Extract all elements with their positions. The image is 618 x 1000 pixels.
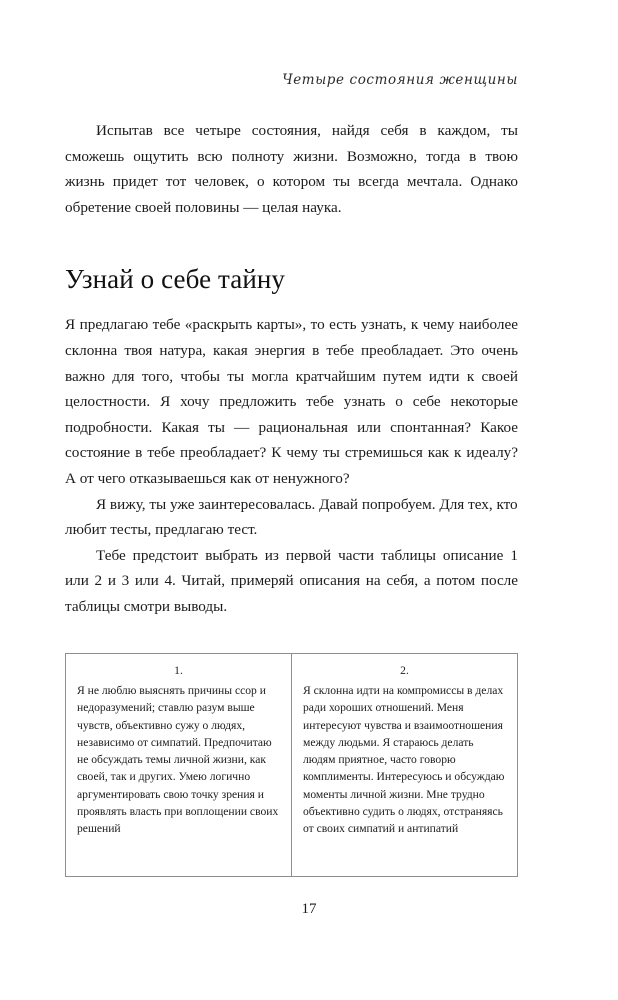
table-cell-2-number: 2.: [400, 664, 409, 677]
paragraph-1: Я предлагаю тебе «раскрыть карты», то есть узнать, к чему наиболее склонна твоя натура, какая энергия в тебе преобладает. Это очень важно для того, чтобы ты могла кратчайшим путем идти к своей целостности. Я хочу предложить тебе узнать о себе некоторые подробности. Какая ты — рациональная или спонтанная? Какое состояние в тебе преобладает? К чему ты стремишься как к идеалу? А от чего отказываешься как от ненужного?: [65, 316, 518, 487]
text-column: [65, 118, 518, 620]
spacer: [65, 220, 518, 262]
table-cell-2-text: Я склонна идти на компромиссы в делах ради хороших отношений. Меня интересуют чувства и взаимоотношения между людьми. Я стараюсь делать людям приятное, часто говорю комплименты. Интересуюсь и обсуждаю моменты личной жизни. Мне трудно объективно судить о людях, отстраняясь от своих симпатий и антипатий: [303, 684, 505, 836]
page-number: 17: [301, 901, 317, 917]
table-cell-2: [291, 654, 517, 876]
table-cell-1: [66, 654, 291, 876]
test-table: [65, 653, 518, 877]
spacer: [65, 296, 518, 312]
table-cell-1-number: 1.: [174, 664, 183, 677]
running-head: Четыре состояния женщины: [282, 72, 518, 88]
intro-paragraph: Испытав все четыре состояния, найдя себя в каждом, ты сможешь ощутить всю полноту жизни. Возможно, тогда в твою жизнь придет тот человек, о котором ты всегда мечтала. Однако обретение своей половины — целая наука.: [65, 122, 518, 216]
paragraph-3: Тебе предстоит выбрать из первой части таблицы описание 1 или 2 и 3 или 4. Читай, примеряй описания на себя, а потом после таблицы смотри выводы.: [65, 546, 518, 615]
paragraph-2: Я вижу, ты уже заинтересовалась. Давай попробуем. Для тех, кто любит тесты, предлагаю тест.: [65, 495, 518, 539]
table-cell-1-text: Я не люблю выяснять причины ссор и недоразумений; ставлю разум выше чувств, объективно сужу о людях, независимо от симпатий. Предпочитаю не обсуждать темы личной жизни, как своей, так и других. Умею логично аргументировать свою точку зрения и проявлять власть при воплощении своих решений: [77, 684, 279, 836]
section-heading: Узнай о себе тайну: [65, 264, 286, 295]
